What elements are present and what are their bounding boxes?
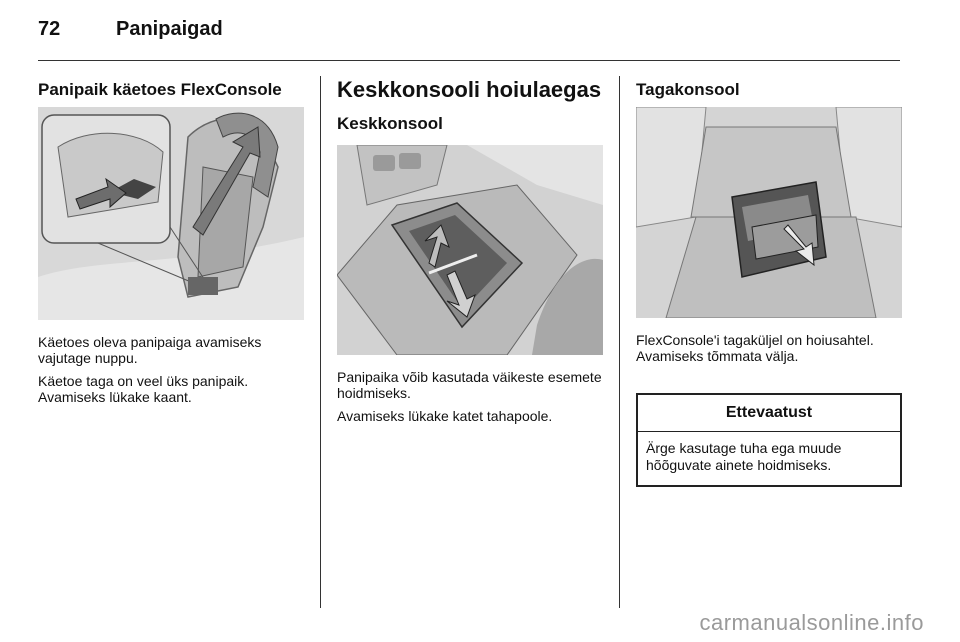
rear-console-illustration — [636, 107, 902, 318]
section-heading-rear-console: Tagakonsool — [636, 80, 740, 99]
center-console-para-2: Avamiseks lükake katet tahapoole. — [337, 408, 553, 424]
center-console-illustration — [337, 145, 603, 355]
column-divider-1 — [320, 76, 321, 608]
section-heading-armrest: Panipaik käetoes FlexConsole — [38, 80, 282, 99]
center-console-text — [337, 369, 603, 424]
column-rear-console — [636, 76, 902, 100]
page-number: 72 — [38, 18, 61, 40]
column-armrest — [38, 76, 304, 100]
armrest-para-2: Käetoe taga on veel üks panipaik. Avamiseks lükake kaant. — [38, 373, 249, 405]
center-console-para-1: Panipaika võib kasutada väikeste esemete hoidmiseks. — [337, 369, 602, 401]
warning-box — [636, 393, 902, 487]
warning-text: Ärge kasutage tuha ega muude hõõguvate ainete hoidmiseks. — [646, 440, 842, 473]
column-divider-2 — [619, 76, 620, 608]
rear-console-para-1: FlexConsole'i tagaküljel on hoiusahtel. Avamiseks tõmmata välja. — [636, 332, 874, 364]
column-center-console — [337, 76, 603, 134]
armrest-storage-illustration — [38, 107, 304, 320]
page-header — [38, 18, 223, 41]
armrest-text — [38, 334, 304, 405]
armrest-para-1: Käetoes oleva panipaiga avamiseks vajutage nuppu. — [38, 334, 262, 366]
section-heading-center-console: Keskkonsooli hoiulaegas — [337, 77, 602, 102]
warning-title: Ettevaatust — [638, 395, 900, 432]
rear-console-text — [636, 332, 902, 364]
chapter-title: Panipaigad — [116, 18, 223, 40]
header-rule — [38, 60, 900, 61]
watermark: carmanualsonline.info — [699, 610, 924, 635]
subheading-center-console: Keskkonsool — [337, 114, 443, 133]
